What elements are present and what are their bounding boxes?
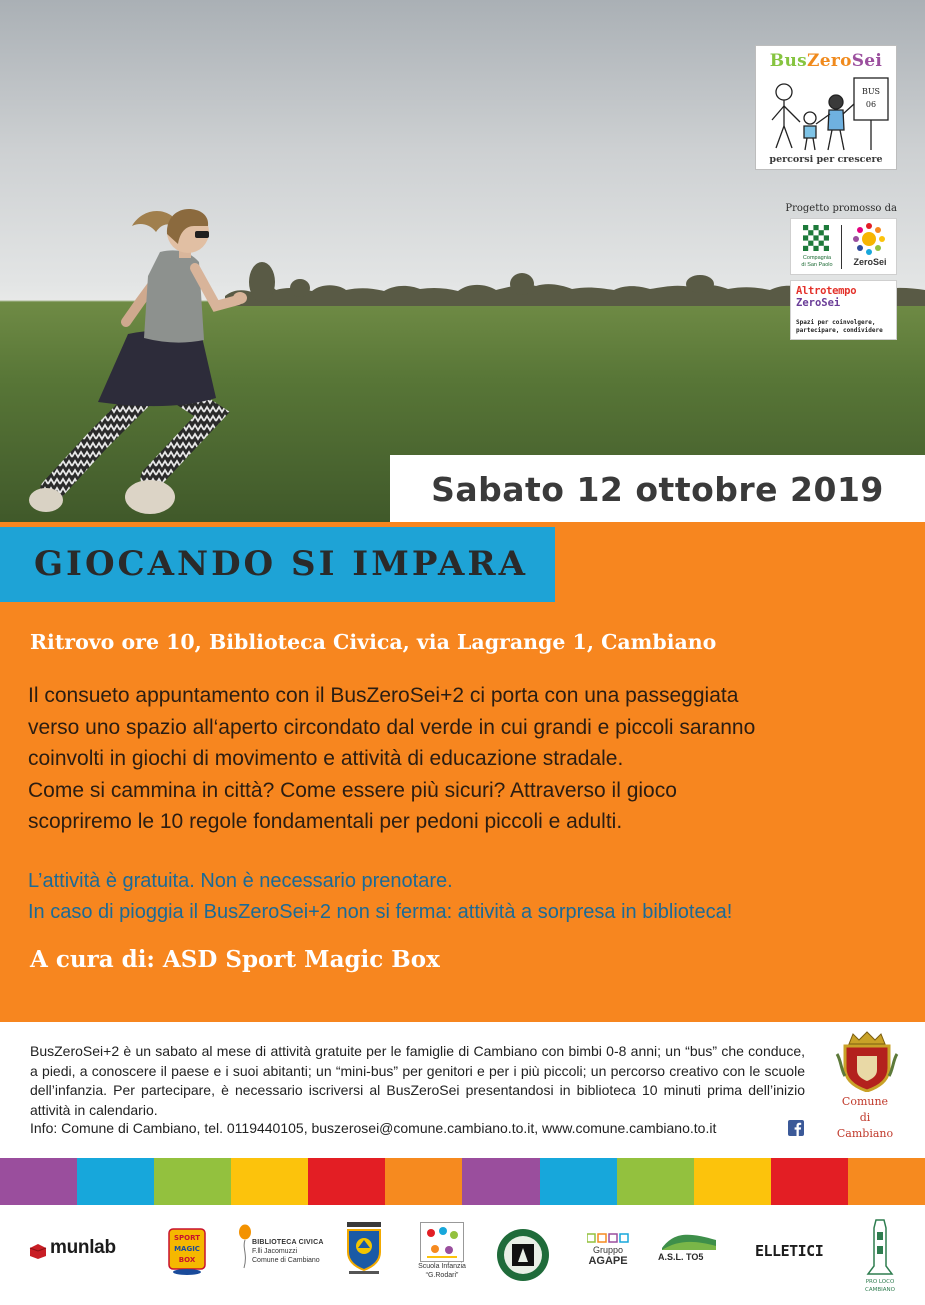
proloco-logo <box>862 1218 898 1294</box>
compagnia-line1: Compagnia <box>802 255 832 261</box>
altrotempo-tagline-line2: partecipare, condividere <box>796 326 883 334</box>
description-line: Il consueto appuntamento con il BusZeroSei+2 ci porta con una passeggiata <box>28 684 739 707</box>
buszerosei-logo-title <box>756 51 896 71</box>
munlab-cube-icon <box>28 1242 48 1260</box>
biblioteca-line1: BIBLIOTECA CIVICA <box>252 1239 324 1246</box>
notice-line: In caso di pioggia il BusZeroSei+2 non si ferma: attività a sorpresa in biblioteca! <box>28 901 733 923</box>
girl-front-shoe <box>125 480 175 514</box>
description-line: verso uno spazio all‘aperto circondato dal verde in cui grandi e piccoli saranno <box>28 715 756 739</box>
facebook-icon <box>788 1120 804 1136</box>
altrotempo-tagline <box>796 319 896 334</box>
compagnia-label <box>793 255 841 268</box>
smb-line3: BOX <box>178 1256 196 1264</box>
agape-line2: AGAPE <box>588 1255 628 1267</box>
logo-sei: Sei <box>851 51 883 71</box>
info-paragraph: BusZeroSei+2 è un sabato al mese di attività gratuite per le famiglie di Cambiano con bimbi 0-8 anni; un “bus” che conduce, a piedi, a conoscere il paese e i suoi abitanti; un “mini-bus” per genitori e per i più piccoli; un percorso creativo con le scuole dell’infanzia. Per partecipare, è necessario iscriversi al BusZeroSei presentandosi in biblioteca 10 minuti prima dell’inizio attività in calendario. <box>30 1043 805 1118</box>
rainbow-segment <box>694 1158 771 1205</box>
description-line: coinvolti in giochi di movimento e attività di educazione stradale. <box>28 747 624 770</box>
scuola-line1: Scuola Infanzia <box>418 1263 466 1270</box>
municipality-line2: di <box>859 1111 871 1124</box>
promoted-by-label: Progetto promosso da <box>785 203 897 214</box>
girl-sunglasses <box>195 231 209 238</box>
crest-crown <box>849 1032 885 1044</box>
asl-logo: A.S.L. TO5 <box>658 1252 704 1262</box>
smb-line2: MAGIC <box>174 1245 200 1253</box>
bus-sign-line2: 06 <box>865 100 877 109</box>
agape-squares-icon <box>587 1233 629 1243</box>
compagnia-line2: di San Paolo <box>801 261 833 268</box>
event-notice <box>28 866 908 928</box>
rainbow-segment <box>462 1158 539 1205</box>
compagnia-zerosei-logo <box>790 218 897 275</box>
scuola-infanzia-label <box>408 1263 476 1280</box>
zerosei-sun-icon <box>851 222 887 256</box>
description-line: Come si cammina in città? Come essere più sicuri? Attraverso il gioco <box>28 778 677 802</box>
agape-logo <box>580 1245 636 1267</box>
altrotempo-title: Altrotempo <box>796 285 857 297</box>
sport-magic-box-logo <box>168 1228 206 1276</box>
bus-sign-line1: BUS <box>861 87 881 96</box>
asilo-shield-icon <box>345 1222 383 1274</box>
rainbow-segment <box>848 1158 925 1205</box>
scuola-line2: “G.Rodari” <box>425 1271 459 1279</box>
event-date-box <box>390 455 925 523</box>
municipality-label <box>820 1094 910 1142</box>
rainbow-segment <box>385 1158 462 1205</box>
proloco-line2: CAMBIANO <box>865 1287 895 1293</box>
municipality-line1: Comune <box>841 1095 889 1108</box>
scuola-infanzia-logo <box>420 1222 464 1262</box>
title-banner <box>0 527 555 602</box>
logo-divider <box>841 225 842 269</box>
rainbow-segment <box>231 1158 308 1205</box>
rainbow-segment <box>308 1158 385 1205</box>
logo-bus: Bus <box>769 51 807 71</box>
altrotempo-tagline-line1: Spazi per coinvolgere, <box>796 319 876 326</box>
event-description <box>28 680 908 838</box>
family-drawing-icon <box>760 74 894 152</box>
notice-line: L’attività è gratuita. Non è necessario prenotare. <box>28 870 453 892</box>
event-date: Sabato 12 ottobre 2019 <box>431 469 884 509</box>
buszerosei-logo <box>755 45 897 170</box>
biblioteca-line2: F.lli Jacomuzzi <box>252 1248 298 1255</box>
rainbow-stripe <box>0 1158 925 1205</box>
rainbow-segment <box>617 1158 694 1205</box>
meeting-point: Ritrovo ore 10, Biblioteca Civica, via Lagrange 1, Cambiano <box>30 630 717 654</box>
hero-photo <box>0 0 925 522</box>
biblioteca-logo <box>252 1238 332 1265</box>
buszerosei-tagline: percorsi per crescere <box>769 154 883 165</box>
rainbow-segment <box>77 1158 154 1205</box>
girl-back-shoe <box>29 488 63 512</box>
logo-zero: Zero <box>807 51 852 71</box>
green-circle-logo-icon <box>495 1228 551 1282</box>
rainbow-segment <box>771 1158 848 1205</box>
girl-running-illustration <box>29 209 247 514</box>
balloon-icon <box>238 1224 252 1270</box>
biblioteca-line3: Comune di Cambiano <box>252 1257 320 1264</box>
municipal-crest-icon <box>835 1030 899 1092</box>
event-title: GIOCANDO SI IMPARA <box>34 544 528 584</box>
rainbow-segment <box>0 1158 77 1205</box>
rainbow-segment <box>540 1158 617 1205</box>
girl-skirt <box>98 331 216 407</box>
asl-landscape-icon <box>662 1228 716 1250</box>
munlab-logo: munlab <box>50 1237 116 1258</box>
agape-line1: Gruppo <box>592 1245 624 1255</box>
altrotempo-logo <box>790 280 897 340</box>
proloco-line1: PRO LOCO <box>865 1279 895 1285</box>
bus-stop-sign <box>854 78 888 120</box>
zerosei-label: ZeroSei <box>853 257 887 267</box>
smb-line1: SPORT <box>174 1234 200 1242</box>
rainbow-segment <box>154 1158 231 1205</box>
municipality-line3: Cambiano <box>836 1127 894 1140</box>
curated-by: A cura di: ASD Sport Magic Box <box>30 946 440 973</box>
altrotempo-subtitle: ZeroSei <box>796 297 841 309</box>
girl-hand <box>233 292 247 304</box>
info-contact: Info: Comune di Cambiano, tel. 0119440105, buszerosei@comune.cambiano.to.it, www.comune.cambiano.to.it <box>30 1120 717 1136</box>
description-line: scopriremo le 10 regole fondamentali per pedoni piccoli e adulti. <box>28 810 623 833</box>
compagnia-checker-icon <box>803 225 829 251</box>
children-icon <box>421 1223 463 1261</box>
elletici-logo: ELLETICI <box>755 1242 824 1260</box>
